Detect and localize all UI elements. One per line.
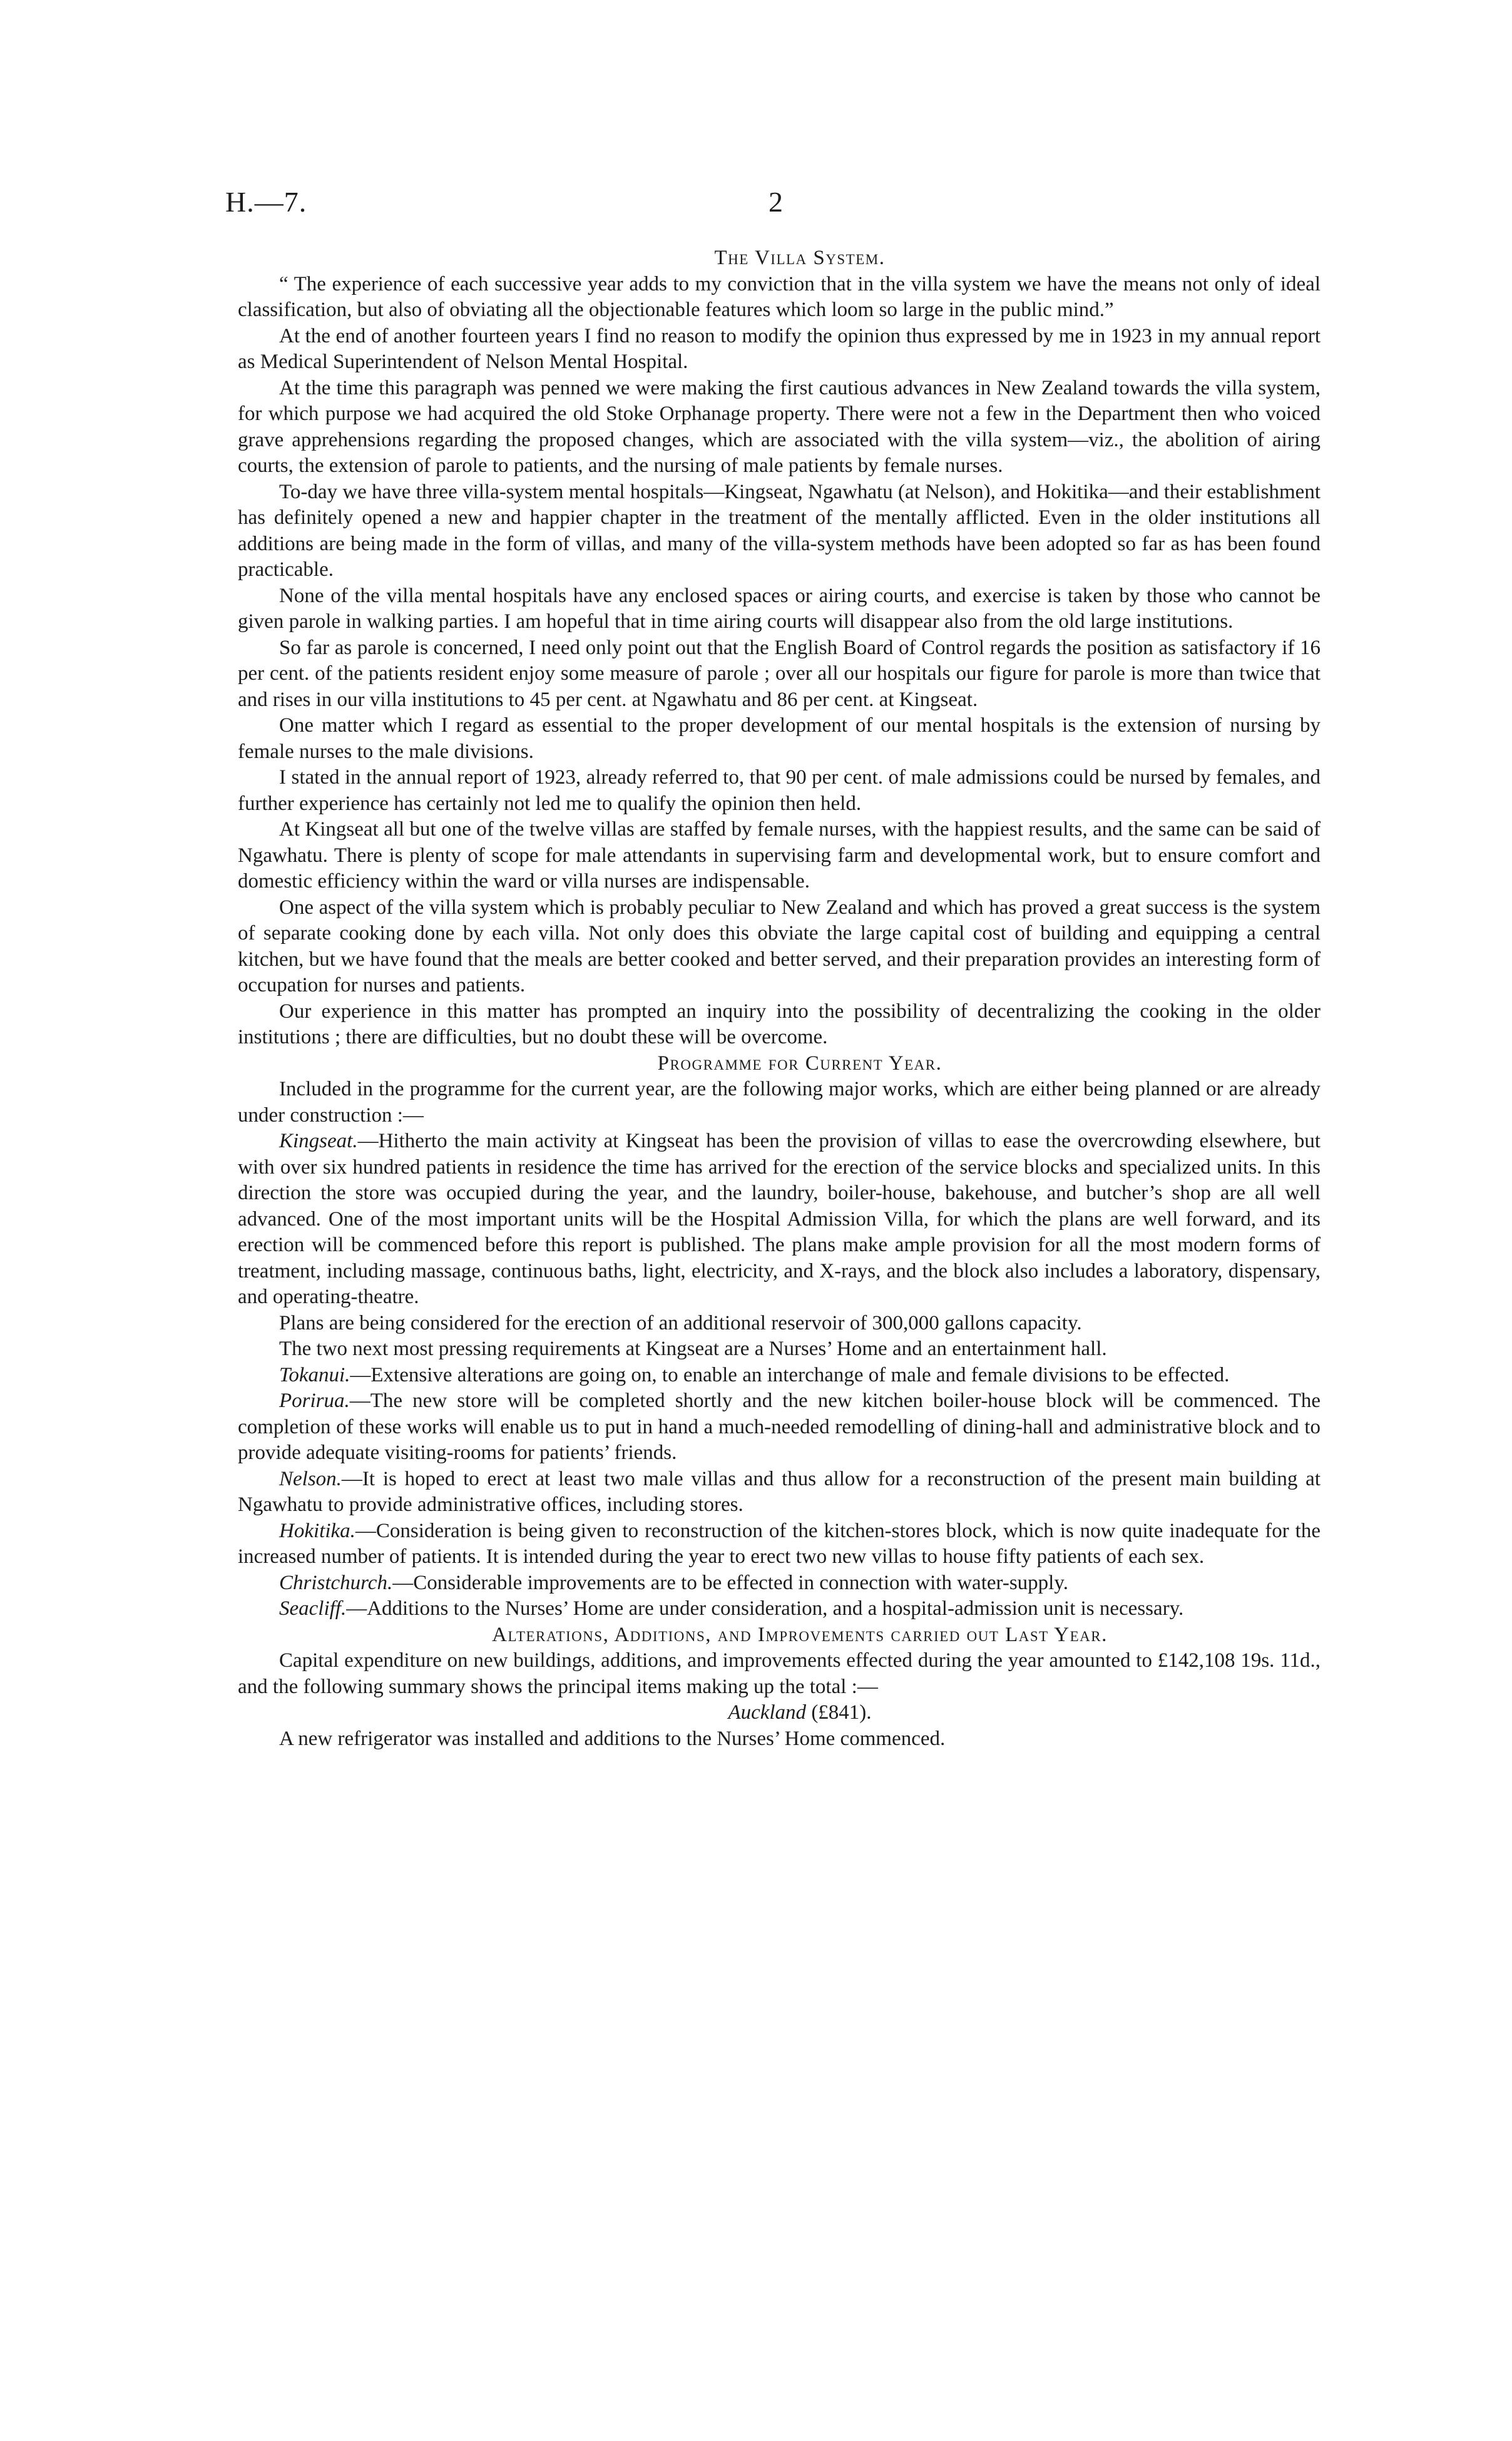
place-text: —It is hoped to erect at least two male villas and thus allow for a reconstruction of the present main building at Ngawhatu to provide administrative offices, including stores. bbox=[238, 1467, 1320, 1516]
paragraph-porirua bbox=[238, 1388, 1320, 1466]
paragraph-nelson bbox=[238, 1466, 1320, 1518]
place-label: Christchurch. bbox=[279, 1571, 393, 1594]
subheading-auckland bbox=[238, 1700, 1320, 1726]
paragraph-seacliff bbox=[238, 1596, 1320, 1622]
auckland-amount: (£841). bbox=[811, 1701, 872, 1724]
section-heading-villa-system: The Villa System. bbox=[714, 247, 886, 269]
place-label: Nelson. bbox=[279, 1467, 342, 1490]
paragraph: At the time this paragraph was penned we were making the first cautious advances in New Zealand towards the villa system, for which purpose we had acquired the old Stoke Orphanage property. There were not a few in the Department then who voiced grave apprehensions regarding the proposed changes, which are associated with the villa system—viz., the abolition of airing courts, the extension of parole to patients, and the nursing of male patients by female nurses. bbox=[238, 376, 1320, 477]
page-reference: H.—7. bbox=[225, 186, 307, 218]
paragraph-hokitika bbox=[238, 1518, 1320, 1570]
paragraph: At Kingseat all but one of the twelve villas are staffed by female nurses, with the happiest results, and the same can be said of Ngawhatu. There is plenty of scope for male attendants in supervising farm and developmental work, but to ensure comfort and domestic efficiency within the ward or villa nurses are indispensable. bbox=[238, 818, 1320, 893]
paragraph-christchurch bbox=[238, 1570, 1320, 1597]
paragraph: Our experience in this matter has prompted an inquiry into the possibility of decentralizing the cooking in the older institutions ; there are difficulties, but no doubt these will be overcome. bbox=[238, 1000, 1320, 1048]
paragraph: “ The experience of each successive year adds to my conviction that in the villa system we have the means not only of ideal classification, but also of obviating all the objectionable features which loom so large in the public mind.” bbox=[238, 272, 1320, 321]
paragraph: To-day we have three villa-system mental hospitals—Kingseat, Ngawhatu (at Nelson), and Hokitika—and their establishment has definitely opened a new and happier chapter in the treatment of the mentally afflicted. Even in the older institutions all additions are being made in the form of villas, and many of the villa-system methods have been adopted so far as has been found practicable. bbox=[238, 480, 1320, 581]
place-text: —Hitherto the main activity at Kingseat has been the provision of villas to ease the overcrowding elsewhere, but with over six hundred patients in residence the time has arrived for the erection of the service blocks and specialized units. In this direction the store was occupied during the year, and the laundry, boiler-house, bakehouse, and butcher’s shop are all well advanced. One of the most important units will be the Hospital Admission Villa, for which the plans are well forward, and its erection will be commenced before this report is published. The plans make ample provision for all the most modern forms of treatment, including massage, continuous baths, light, electricity, and X-rays, and the block also includes a laboratory, dispensary, and operating-theatre. bbox=[238, 1130, 1320, 1308]
paragraph: I stated in the annual report of 1923, already referred to, that 90 per cent. of male admissions could be nursed by females, and further experience has certainly not led me to qualify the opinion then held. bbox=[238, 766, 1320, 815]
section-heading-alterations: Alterations, Additions, and Improvements carried out Last Year. bbox=[492, 1623, 1108, 1646]
paragraph-kingseat bbox=[238, 1128, 1320, 1311]
page-number: 2 bbox=[769, 186, 783, 218]
paragraph: None of the villa mental hospitals have any enclosed spaces or airing courts, and exercise is taken by those who cannot be given parole in walking parties. I am hopeful that in time airing courts will disappear also from the old large institutions. bbox=[238, 584, 1320, 633]
place-text: —The new store will be completed shortly and the new kitchen boiler-house block will be commenced. The completion of these works will enable us to put in hand a much-needed remodelling of dining-hall and administrative block and to provide adequate visiting-rooms for patients’ friends. bbox=[238, 1389, 1320, 1464]
place-label: Kingseat. bbox=[279, 1130, 358, 1152]
place-label: Porirua. bbox=[279, 1389, 350, 1412]
auckland-label: Auckland bbox=[728, 1701, 807, 1724]
paragraph: Capital expenditure on new buildings, additions, and improvements effected during the year amounted to £142,108 19s. 11d., and the following summary shows the principal items making up the total :— bbox=[238, 1649, 1320, 1698]
place-label: Seacliff. bbox=[279, 1597, 347, 1620]
paragraph: One aspect of the villa system which is probably peculiar to New Zealand and which has proved a great success is the system of separate cooking done by each villa. Not only does this obviate the large capital cost of building and equipping a central kitchen, but we have found that the meals are better cooked and better served, and their preparation provides an interesting form of occupation for nurses and patients. bbox=[238, 896, 1320, 996]
place-label: Tokanui. bbox=[279, 1363, 350, 1386]
paragraph: Included in the programme for the current year, are the following major works, which are either being planned or are already under construction :— bbox=[238, 1078, 1320, 1127]
paragraph: One matter which I regard as essential to the proper development of our mental hospitals is the extension of nursing by female nurses to the male divisions. bbox=[238, 714, 1320, 763]
place-label: Hokitika. bbox=[279, 1519, 355, 1542]
place-text: —Additions to the Nurses’ Home are under consideration, and a hospital-admission unit is necessary. bbox=[346, 1597, 1184, 1620]
paragraph: Plans are being considered for the erection of an additional reservoir of 300,000 gallons capacity. bbox=[279, 1311, 1082, 1334]
document-body bbox=[238, 245, 1320, 1752]
paragraph: So far as parole is concerned, I need only point out that the English Board of Control regards the position as satisfactory if 16 per cent. of the patients resident enjoy some measure of parole ; over all our hospitals our figure for parole is more than twice that and rises in our villa institutions to 45 per cent. at Ngawhatu and 86 per cent. at Kingseat. bbox=[238, 636, 1320, 711]
place-text: —Considerable improvements are to be effected in connection with water-supply. bbox=[392, 1571, 1068, 1594]
paragraph: At the end of another fourteen years I find no reason to modify the opinion thus expressed by me in 1923 in my annual report as Medical Superintendent of Nelson Mental Hospital. bbox=[238, 324, 1320, 373]
section-heading-programme: Programme for Current Year. bbox=[657, 1052, 942, 1075]
paragraph-tokanui bbox=[238, 1363, 1320, 1389]
place-text: —Consideration is being given to reconstruction of the kitchen-stores block, which is now quite inadequate for the increased number of patients. It is intended during the year to erect two new villas to house fifty patients of each sex. bbox=[238, 1519, 1320, 1568]
place-text: —Extensive alterations are going on, to enable an interchange of male and female divisions to be effected. bbox=[350, 1363, 1230, 1386]
paragraph: The two next most pressing requirements at Kingseat are a Nurses’ Home and an entertainment hall. bbox=[279, 1338, 1107, 1360]
paragraph: A new refrigerator was installed and additions to the Nurses’ Home commenced. bbox=[279, 1727, 946, 1750]
